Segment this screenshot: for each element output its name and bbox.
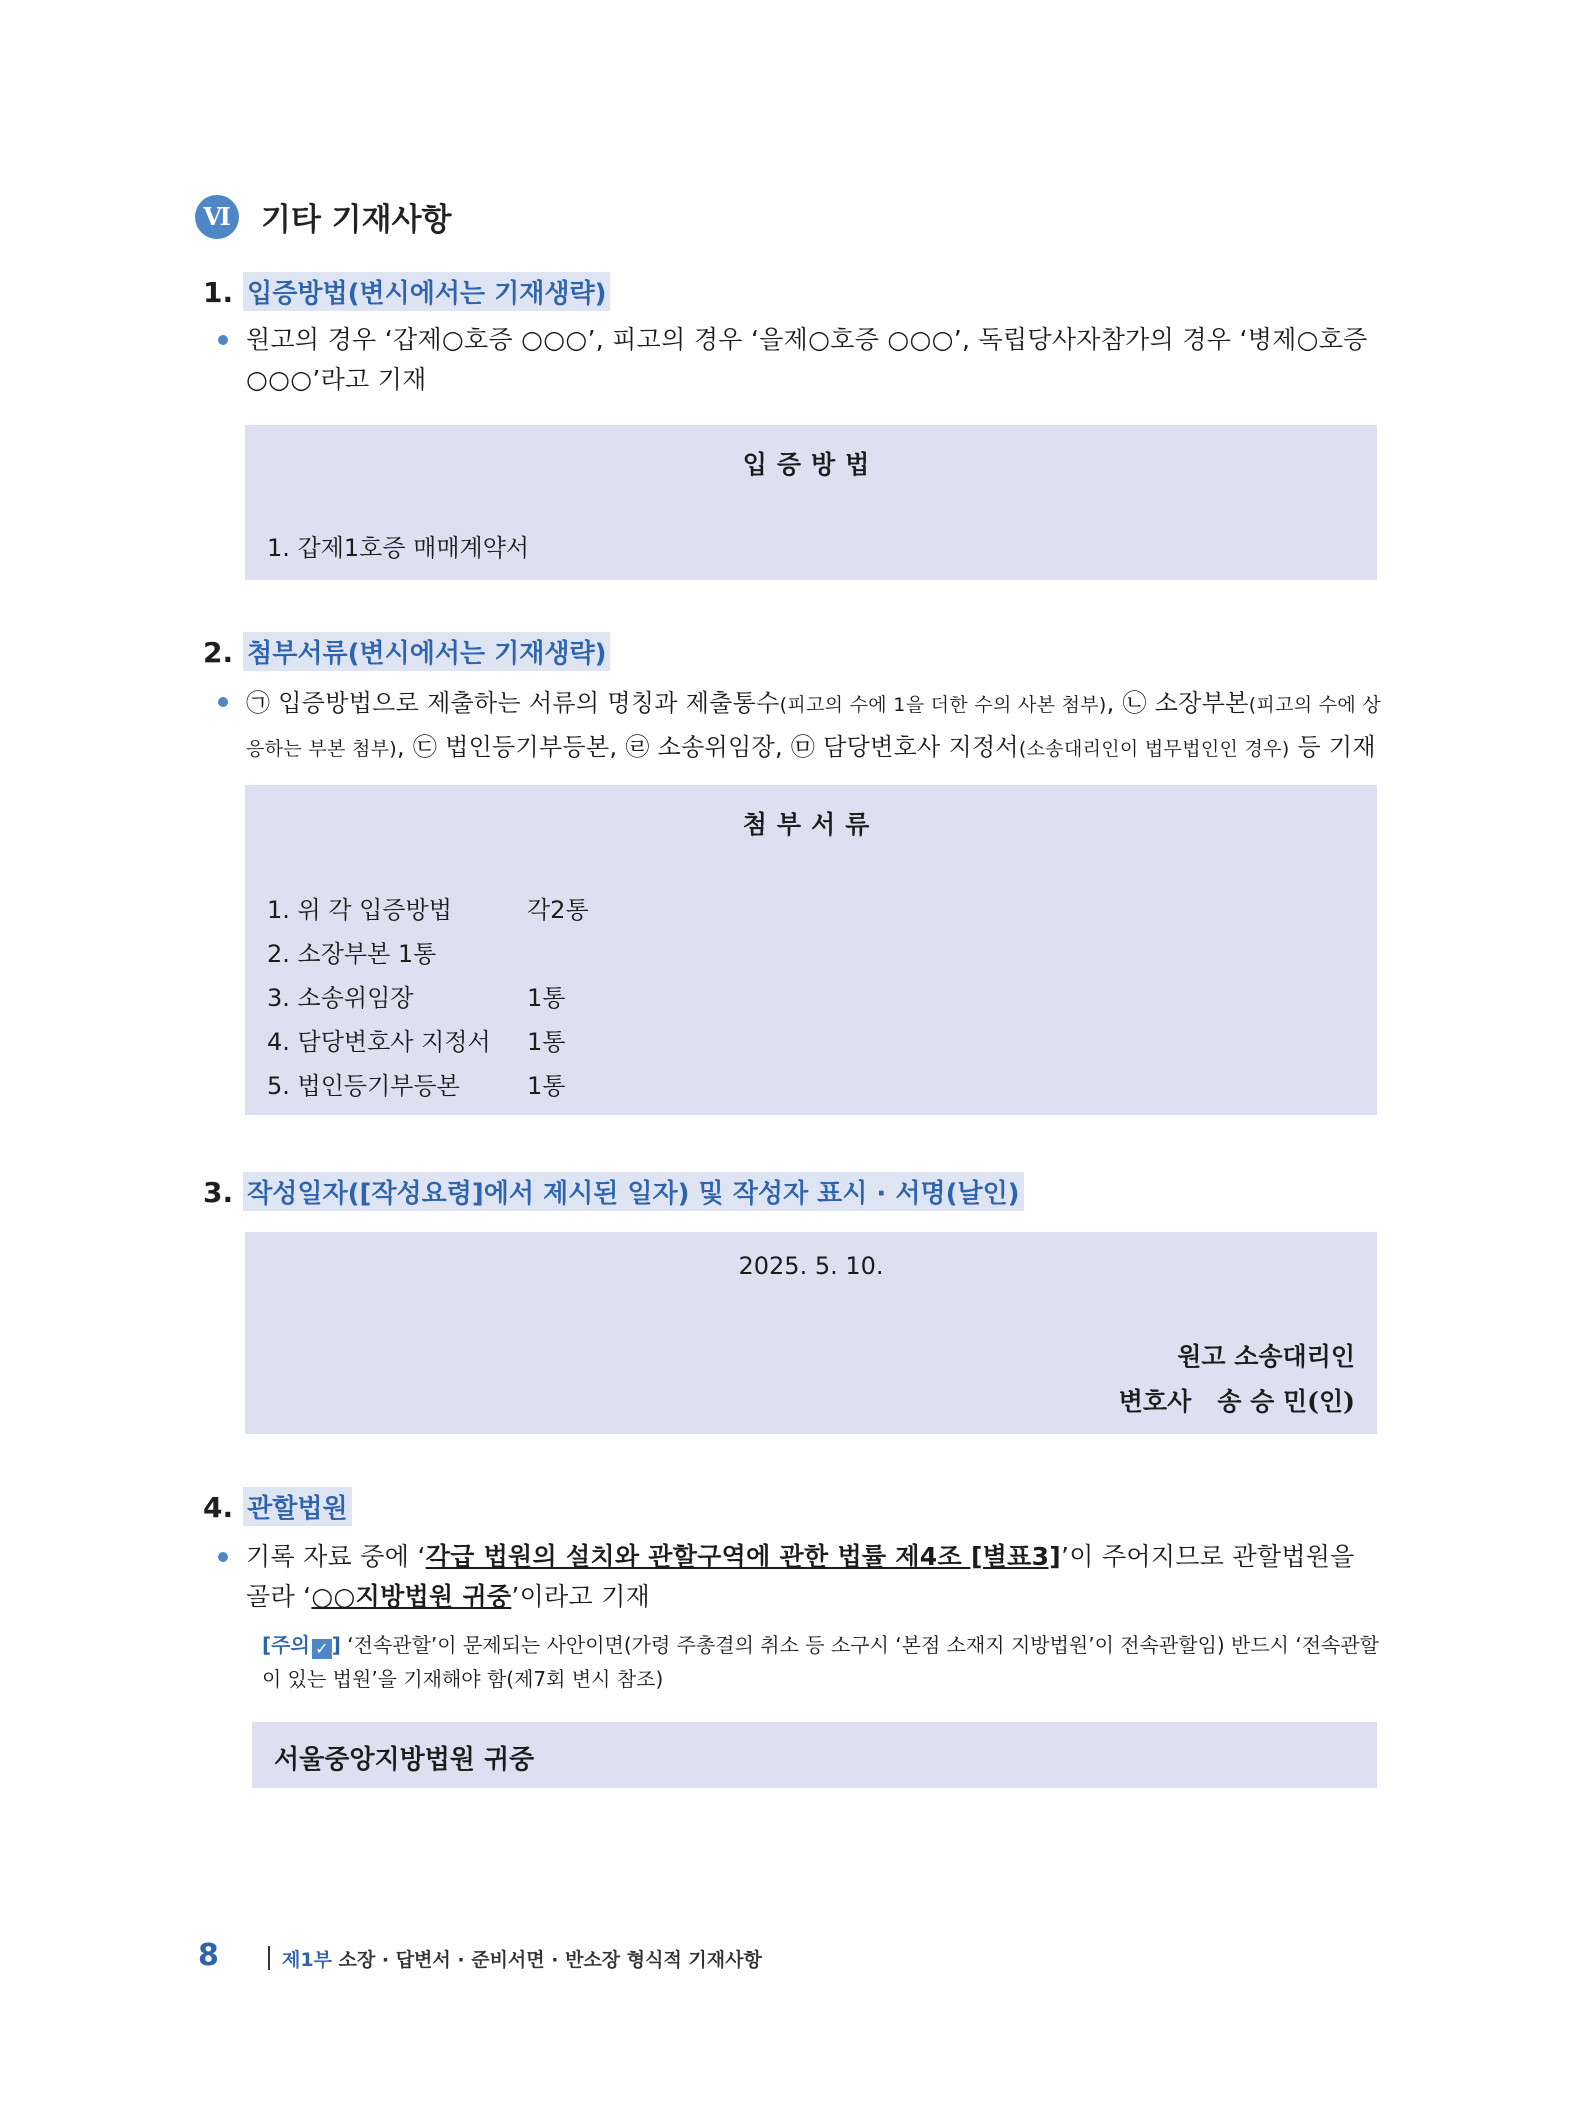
circled-label: ㉢ [412, 733, 438, 761]
section-title: 첨부서류(변시에서는 기재생략) [243, 632, 610, 671]
section-2-paragraph [222, 682, 1382, 770]
evidence-line: 1. 갑제1호증 매매계약서 [267, 534, 530, 562]
section-3-heading [203, 1172, 1024, 1211]
caution-note [262, 1628, 1380, 1696]
attachments-box-title: 첨부서류 [742, 810, 880, 839]
evidence-box [245, 425, 1377, 580]
attachments-box [245, 785, 1377, 1115]
note-run: (피고의 수에 상응하는 부본 첨부) [246, 694, 1382, 760]
court-placeholder: ○○지방법원 귀중 [311, 1582, 512, 1611]
note-run: (소송대리인이 법무법인인 경우) [1018, 738, 1290, 760]
section-1-heading [203, 272, 610, 311]
signer-name: 변호사 송 승 민(인) [1118, 1387, 1355, 1416]
section-number: 4. [203, 1491, 234, 1524]
circled-label: ㉤ [790, 733, 816, 761]
court-box [252, 1722, 1377, 1788]
footer-part: 제1부 [282, 1949, 332, 1971]
attachment-item: 4. 담당변호사 지정서 [267, 1028, 491, 1056]
attachment-item: 1. 위 각 입증방법 [267, 896, 452, 924]
footer-divider [268, 1946, 270, 1970]
running-footer [282, 1945, 762, 1972]
paragraph-text [222, 1537, 1382, 1617]
bullet-icon [218, 335, 228, 345]
section-4-heading [203, 1487, 352, 1526]
court-name: 서울중앙지방법원 귀중 [274, 1745, 535, 1775]
section-title: 작성일자([작성요령]에서 제시된 일자) 및 작성자 표시 · 서명(날인) [243, 1172, 1023, 1211]
bullet-icon [218, 1552, 228, 1562]
section-number: 1. [203, 276, 234, 309]
check-icon: ✓ [312, 1639, 332, 1659]
page-number: 8 [198, 1938, 219, 1973]
caution-text: ‘전속관할’이 문제되는 사안이면(가령 주총결의 취소 등 소구시 ‘본점 소재지 지방법원’이 전속관할임) 반드시 ‘전속관할이 있는 법원’을 기재해야 함(제7회 변시 참조) [262, 1633, 1379, 1691]
chapter-number-badge: Ⅵ [195, 195, 239, 239]
section-4-paragraph [222, 1537, 1382, 1617]
text-run: 등 기재 [1289, 733, 1376, 761]
paragraph-text: 원고의 경우 ‘갑제○호증 ○○○’, 피고의 경우 ‘을제○호증 ○○○’, 독립당사자참가의 경우 ‘병제○호증 ○○○’라고 기재 [246, 325, 1368, 394]
caution-tag: [주의 ✓ ] [262, 1633, 341, 1658]
text-run: 입증방법으로 제출하는 서류의 명칭과 제출통수 [270, 689, 780, 717]
section-1-paragraph [222, 320, 1382, 400]
text-run: 담당변호사 지정서 [815, 733, 1019, 761]
circled-label: ㉣ [625, 733, 650, 761]
section-number: 2. [203, 636, 234, 669]
paragraph-text: ㉠ 입증방법으로 제출하는 서류의 명칭과 제출통수(피고의 수에 1을 더한 수의 사본 첨부), ㉡ 소장부본(피고의 수에 상응하는 부본 첨부), ㉢ 법인등기부등본, ㉣ 소송위임장, ㉤ 담당변호사 지정서(소송대리인이 법무법인인 경우) 등 기재 [246, 689, 1382, 761]
text-run: ’이 주어지므로 관할법원을 골라 ‘ [246, 1542, 1355, 1611]
statute-reference: 각급 법원의 설치와 관할구역에 관한 법률 제4조 [별표3] [425, 1542, 1062, 1571]
attachment-count: 1통 [527, 984, 566, 1012]
document-date: 2025. 5. 10. [738, 1252, 884, 1280]
attachment-item: 5. 법인등기부등본 [267, 1072, 460, 1100]
text-run: 법인등기부등본, [437, 733, 626, 761]
text-run: 소송위임장, [649, 733, 791, 761]
section-title: 관할법원 [243, 1487, 351, 1526]
attachment-item: 2. 소장부본 1통 [267, 940, 437, 968]
chapter-title: 기타 기재사항 [261, 202, 452, 238]
note-run: (피고의 수에 1을 더한 수의 사본 첨부) [779, 694, 1107, 716]
signature-box [245, 1232, 1377, 1434]
chapter-heading [195, 194, 451, 239]
text-run: ’이라고 기재 [511, 1582, 651, 1611]
signer-role: 원고 소송대리인 [1177, 1342, 1355, 1371]
attachment-count: 각2통 [527, 896, 589, 924]
evidence-box-title: 입증방법 [742, 450, 880, 479]
attachment-count: 1통 [527, 1028, 566, 1056]
text-run: 기록 자료 중에 ‘ [246, 1542, 426, 1571]
section-2-heading [203, 632, 610, 671]
circled-label: ㉠ [246, 689, 271, 717]
attachment-item: 3. 소송위임장 [267, 984, 414, 1012]
attachment-count: 1통 [527, 1072, 566, 1100]
bullet-icon [218, 697, 228, 707]
section-number: 3. [203, 1176, 234, 1209]
section-title: 입증방법(변시에서는 기재생략) [243, 272, 610, 311]
text-run: 소장부본 [1146, 689, 1249, 717]
footer-title: 소장 · 답변서 · 준비서면 · 반소장 형식적 기재사항 [331, 1949, 762, 1971]
circled-label: ㉡ [1122, 689, 1147, 717]
